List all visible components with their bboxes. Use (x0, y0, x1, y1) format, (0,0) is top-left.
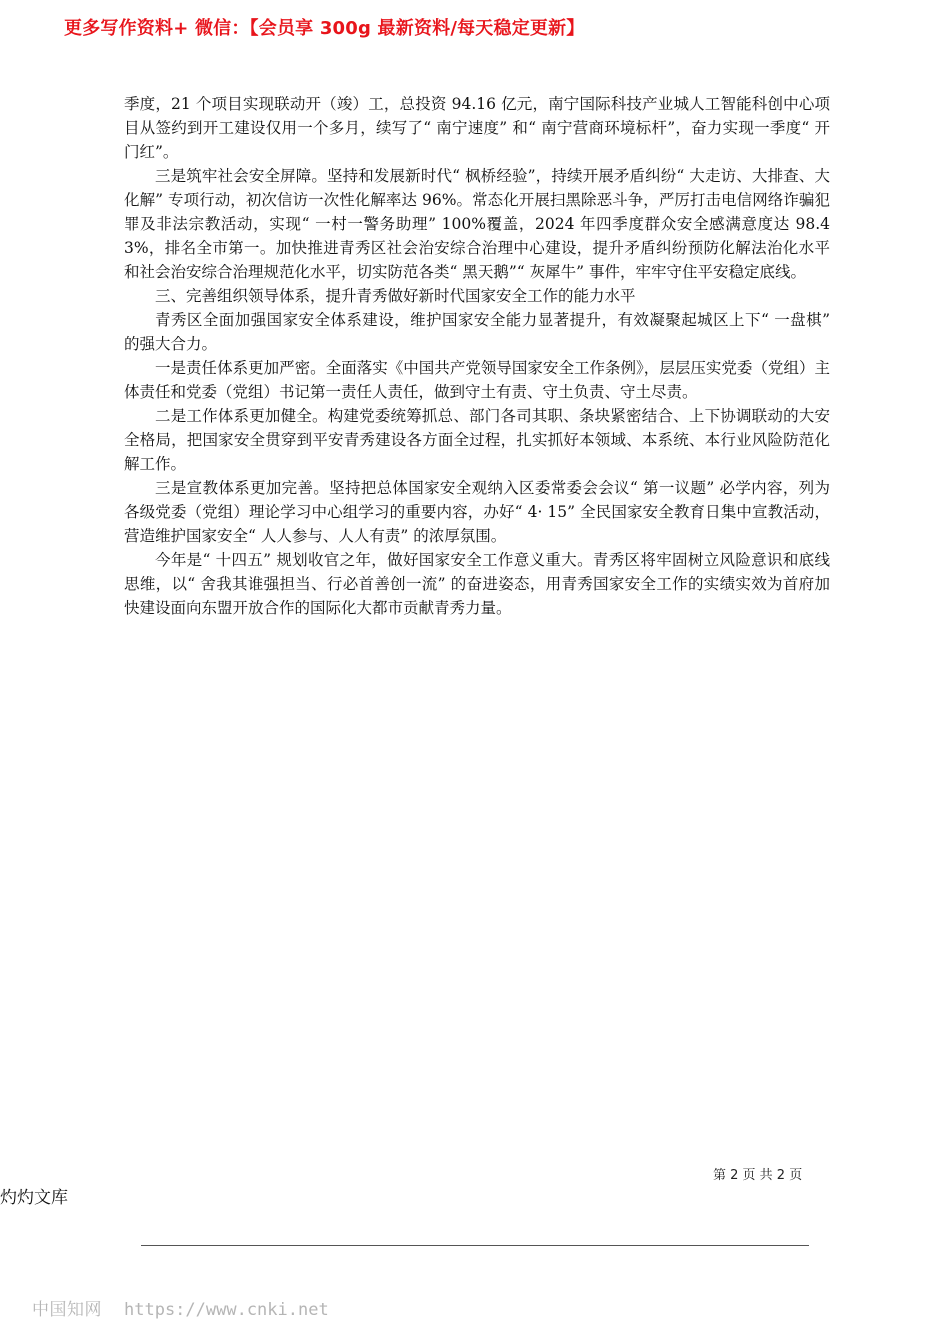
paragraph-education-system: 三是宣教体系更加完善。坚持把总体国家安全观纳入区委常委会会议“ 第一议题” 必学内容，列为各级党委（党组）理论学习中心组学习的重要内容，办好“ 4· 15” 全民国家安全教育日集中宣教活动，营造维护国家安全“ 人人参与、人人有责” 的浓厚氛围。 (124, 479, 830, 545)
paragraph-work-system: 二是工作体系更加健全。构建党委统筹抓总、部门各司其职、条块紧密结合、上下协调联动的大安全格局，把国家安全贯穿到平安青秀建设各方面全过程，扎实抓好本领域、本系统、本行业风险防范化解工作。 (124, 407, 830, 473)
section-heading: 三、完善组织领导体系，提升青秀做好新时代国家安全工作的能力水平 (155, 287, 636, 305)
paragraph-social-security: 三是筑牢社会安全屏障。坚持和发展新时代“ 枫桥经验”，持续开展矛盾纠纷“ 大走访、大排查、大化解” 专项行动，初次信访一次性化解率达 96%。常态化开展扫黑除恶斗争，严厉打击电信网络诈骗犯罪及非法宗教活动，实现“ 一村一警务助理” 100%覆盖，2024 年四季度群众安全感满意度达 98.43%，排名全市第一。加快推进青秀区社会治安综合治理中心建设，提升矛盾纠纷预防化解法治化水平和社会治安综合治理规范化水平，切实防范各类“ 黑天鹅”“ 灰犀牛” 事件，牢牢守住平安稳定底线。 (124, 167, 830, 281)
page-number: 第 2 页 共 2 页 (713, 1168, 803, 1183)
paragraph-section-intro: 青秀区全面加强国家安全体系建设，维护国家安全能力显著提升，有效凝聚起城区上下“ 一盘棋” 的强大合力。 (124, 311, 830, 353)
paragraph-continuation: 季度，21 个项目实现联动开（竣）工，总投资 94.16 亿元，南宁国际科技产业城人工智能科创中心项目从签约到开工建设仅用一个多月，续写了“ 南宁速度” 和“ 南宁营商环境标杆”，奋力实现一季度“ 开门红”。 (124, 95, 830, 161)
promo-banner: 更多写作资料+ 微信：【会员享 300g 最新资料/每天稳定更新】 (64, 18, 585, 39)
paragraph-responsibility-system: 一是责任体系更加严密。全面落实《中国共产党领导国家安全工作条例》，层层压实党委（党组）主体责任和党委（党组）书记第一责任人责任，做到守土有责、守土负责、守土尽责。 (124, 359, 830, 401)
watermark-url: https://www.cnki.net (124, 1300, 329, 1320)
cnki-watermark (32, 1295, 329, 1320)
watermark-logo: 中国知网 (32, 1300, 102, 1320)
document-body (124, 92, 830, 620)
library-name: 灼灼文库 (0, 1188, 68, 1208)
paragraph-conclusion: 今年是“ 十四五” 规划收官之年，做好国家安全工作意义重大。青秀区将牢固树立风险意识和底线思维，以“ 舍我其谁强担当、行必首善创一流” 的奋进姿态，用青秀国家安全工作的实绩实效为首府加快建设面向东盟开放合作的国际化大都市贡献青秀力量。 (124, 551, 830, 617)
footer-divider (141, 1245, 809, 1246)
